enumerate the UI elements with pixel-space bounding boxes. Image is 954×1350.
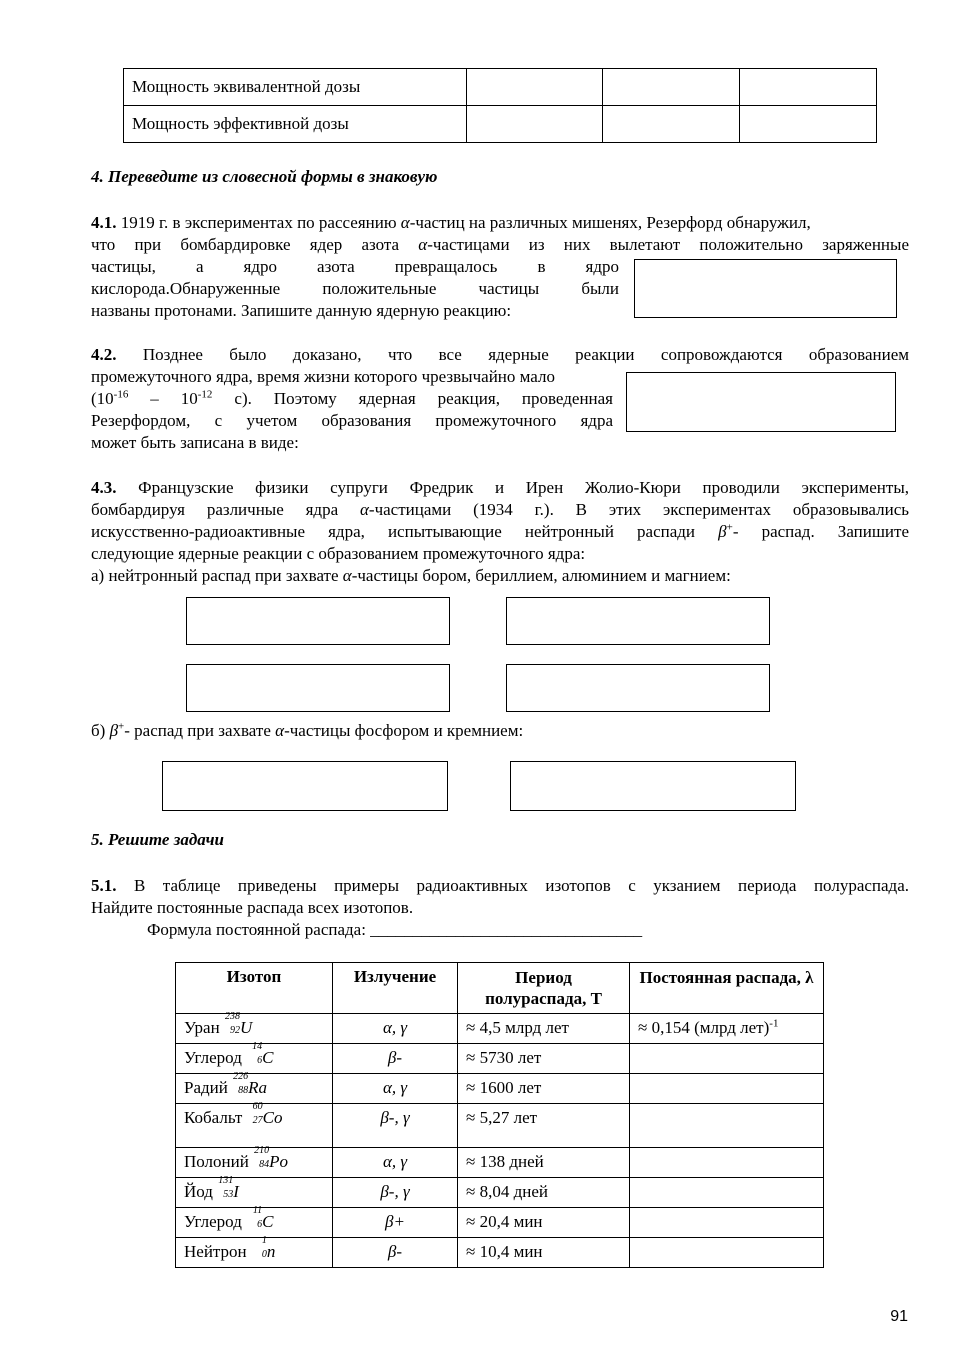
table-row bbox=[176, 1044, 824, 1074]
paragraph-4-2-line3 bbox=[91, 388, 613, 410]
text: -частицы фосфором и кремнием: bbox=[284, 721, 524, 740]
atomic-number: 0 bbox=[261, 1249, 267, 1260]
mass-number: 11 bbox=[252, 1205, 263, 1216]
row-label: Мощность эффективной дозы bbox=[124, 106, 467, 143]
half-life-cell: ≈ 4,5 млрд лет bbox=[458, 1014, 630, 1044]
radiation-cell: β+ bbox=[333, 1208, 458, 1238]
header-isotope: Изотоп bbox=[176, 963, 333, 1014]
text: -частицами (1934 г.). В этих экспериментах образовывались bbox=[368, 500, 909, 519]
radiation-cell: β- bbox=[333, 1238, 458, 1268]
text: а) нейтронный распад при захвате bbox=[91, 566, 343, 585]
atomic-number: 88 bbox=[238, 1085, 249, 1096]
paragraph-4-1-line5: названы протонами. Запишите данную ядерную реакцию: bbox=[91, 301, 512, 320]
isotope-name: Полоний bbox=[184, 1152, 249, 1171]
element-symbol: Po bbox=[269, 1152, 288, 1171]
answer-box-magnesium[interactable] bbox=[506, 664, 770, 712]
table-row bbox=[176, 1104, 824, 1148]
half-life-cell: ≈ 8,04 дней bbox=[458, 1178, 630, 1208]
header-half-life: Период полураспада, Т bbox=[458, 963, 630, 1014]
text: -частицы бором, бериллием, алюминием и магнием: bbox=[351, 566, 731, 585]
header-radiation: Излучение bbox=[333, 963, 458, 1014]
isotope-name: Углерод bbox=[184, 1048, 242, 1067]
text: Французские физики супруги Фредрик и Ирен Жолио-Кюри проводили эксперименты, bbox=[116, 478, 909, 497]
isotope-name: Нейтрон bbox=[184, 1242, 247, 1261]
element-symbol: C bbox=[262, 1048, 274, 1067]
half-life-cell: ≈ 10,4 мин bbox=[458, 1238, 630, 1268]
paragraph-number: 4.2. bbox=[91, 345, 117, 364]
decay-constant-cell[interactable] bbox=[630, 1044, 824, 1074]
atomic-number: 84 bbox=[259, 1159, 270, 1170]
answer-box-boron[interactable] bbox=[186, 597, 450, 645]
table-row bbox=[176, 1014, 824, 1044]
paragraph-4-3-line3 bbox=[91, 521, 909, 543]
element-symbol: Co bbox=[262, 1108, 283, 1127]
isotope-cell bbox=[176, 1011, 333, 1044]
answer-cell[interactable] bbox=[466, 106, 603, 143]
paragraph-4-3-line2 bbox=[91, 499, 909, 521]
alpha-symbol: α bbox=[400, 213, 410, 232]
answer-cell[interactable] bbox=[603, 69, 740, 106]
mass-number: 1 bbox=[261, 1235, 267, 1246]
text: В таблице приведены примеры радиоактивных изотопов с укзанием периода полураспада. bbox=[116, 876, 909, 895]
row-label: Мощность эквивалентной дозы bbox=[124, 69, 467, 106]
mass-number: 238 bbox=[224, 1011, 240, 1022]
isotope-name: Кобальт bbox=[184, 1108, 243, 1127]
text: бомбардируя различные ядра bbox=[91, 500, 360, 519]
decay-constant-cell[interactable] bbox=[630, 1074, 824, 1104]
mass-number: 14 bbox=[252, 1041, 263, 1052]
paragraph-4-2-line4: Резерфордом, с учетом образования промежуточного ядра bbox=[91, 411, 613, 430]
paragraph-4-3-line5 bbox=[91, 565, 909, 587]
alpha-symbol: α bbox=[275, 721, 285, 740]
isotope-name: Углерод bbox=[184, 1212, 242, 1231]
paragraph-4-1-line2 bbox=[91, 234, 909, 256]
radiation-cell: α, γ bbox=[333, 1014, 458, 1044]
text: 1919 г. в экспериментах по рассеянию bbox=[116, 213, 401, 232]
table-row bbox=[124, 106, 877, 143]
paragraph-4-2-line5: может быть записана в виде: bbox=[91, 433, 299, 452]
element-symbol: I bbox=[233, 1182, 239, 1201]
element-symbol: U bbox=[239, 1018, 253, 1037]
paragraph-4-3-line4: следующие ядерные реакции с образованием промежуточного ядра: bbox=[91, 544, 586, 563]
atomic-number: 92 bbox=[229, 1025, 240, 1036]
answer-box-aluminium[interactable] bbox=[186, 664, 450, 712]
header-decay-constant: Постоянная распада, λ bbox=[630, 963, 824, 1014]
mass-number: 60 bbox=[252, 1101, 263, 1112]
isotope-cell bbox=[176, 1175, 333, 1208]
mass-number: 210 bbox=[254, 1145, 270, 1156]
alpha-symbol: α bbox=[359, 500, 369, 519]
answer-cell[interactable] bbox=[466, 69, 603, 106]
isotope-name: Йод bbox=[184, 1182, 213, 1201]
paragraph-5-1-line1 bbox=[91, 875, 909, 897]
table-row bbox=[176, 1208, 824, 1238]
exponent: -16 bbox=[113, 388, 129, 401]
isotope-table bbox=[175, 962, 824, 1268]
half-life-cell: ≈ 138 дней bbox=[458, 1148, 630, 1178]
page-number: 91 bbox=[890, 1308, 908, 1325]
superscript: + bbox=[118, 720, 125, 733]
radiation-cell: β- bbox=[333, 1044, 458, 1074]
atomic-number: 27 bbox=[252, 1115, 263, 1126]
isotope-cell bbox=[176, 1145, 333, 1178]
isotope-cell bbox=[176, 1101, 333, 1148]
exponent: -1 bbox=[769, 1017, 779, 1030]
paragraph-4-1-line3: частицы, а ядро азота превращалось в ядро bbox=[91, 257, 619, 276]
answer-box-4-1[interactable] bbox=[634, 259, 897, 318]
isotope-cell bbox=[176, 1041, 333, 1074]
radiation-cell: β-, γ bbox=[333, 1178, 458, 1208]
answer-box-silicon[interactable] bbox=[510, 761, 796, 811]
text: что при бомбардировке ядер азота bbox=[91, 235, 419, 254]
text: – 10 bbox=[128, 389, 198, 408]
alpha-symbol: α bbox=[342, 566, 352, 585]
nuclide-symbol bbox=[246, 1205, 274, 1232]
nuclide-symbol bbox=[217, 1175, 239, 1202]
alpha-symbol: α bbox=[418, 235, 428, 254]
decay-constant-cell[interactable] bbox=[630, 1178, 824, 1208]
section-4-heading: 4. Переведите из словесной формы в знаковую bbox=[91, 167, 438, 186]
table-row bbox=[176, 1074, 824, 1104]
paragraph-number: 4.3. bbox=[91, 478, 117, 497]
decay-constant-formula-line[interactable]: Формула постоянной распада: ________________________________ bbox=[147, 920, 643, 939]
paragraph-4-3-line6 bbox=[91, 720, 909, 742]
isotope-name: Радий bbox=[184, 1078, 228, 1097]
decay-constant-cell[interactable] bbox=[630, 1238, 824, 1268]
half-life-cell: ≈ 1600 лет bbox=[458, 1074, 630, 1104]
half-life-cell: ≈ 20,4 мин bbox=[458, 1208, 630, 1238]
element-symbol: C bbox=[262, 1212, 274, 1231]
table-row bbox=[124, 69, 877, 106]
paragraph-4-2-line1 bbox=[91, 344, 909, 366]
nuclide-symbol bbox=[224, 1011, 253, 1038]
radiation-cell: α, γ bbox=[333, 1148, 458, 1178]
paragraph-number: 5.1. bbox=[91, 876, 117, 895]
isotope-cell bbox=[176, 1205, 333, 1238]
paragraph-5-1-line2: Найдите постоянные распада всех изотопов. bbox=[91, 898, 414, 917]
isotope-name: Уран bbox=[184, 1018, 220, 1037]
radiation-cell: β-, γ bbox=[333, 1104, 458, 1148]
isotope-cell bbox=[176, 1235, 333, 1268]
mass-number: 226 bbox=[233, 1071, 249, 1082]
answer-cell[interactable] bbox=[603, 106, 740, 143]
decay-constant-cell[interactable] bbox=[630, 1208, 824, 1238]
half-life-cell: ≈ 5,27 лет bbox=[458, 1104, 630, 1148]
answer-box-phosphorus[interactable] bbox=[162, 761, 448, 811]
paragraph-number: 4.1. bbox=[91, 213, 117, 232]
element-symbol: Ra bbox=[248, 1078, 267, 1097]
decay-constant-value: ≈ 0,154 (млрд лет) bbox=[638, 1018, 770, 1037]
nuclide-symbol bbox=[251, 1235, 276, 1262]
section-5-heading: 5. Решите задачи bbox=[91, 830, 224, 849]
answer-cell[interactable] bbox=[740, 69, 877, 106]
radiation-cell: α, γ bbox=[333, 1074, 458, 1104]
paragraph-4-1-line1 bbox=[91, 212, 909, 234]
paragraph-4-2-line2: промежуточного ядра, время жизни которого чрезвычайно мало bbox=[91, 367, 555, 386]
text: Позднее было доказано, что все ядерные реакции сопровождаются образованием bbox=[116, 345, 909, 364]
nuclide-symbol bbox=[232, 1071, 267, 1098]
element-symbol: n bbox=[266, 1242, 276, 1261]
answer-box-beryllium[interactable] bbox=[506, 597, 770, 645]
exponent: -12 bbox=[197, 388, 213, 401]
decay-constant-cell bbox=[630, 1014, 824, 1044]
atomic-number: 6 bbox=[257, 1055, 263, 1066]
table-row bbox=[176, 1238, 824, 1268]
nuclide-symbol bbox=[247, 1101, 283, 1128]
text: (10 bbox=[91, 389, 114, 408]
text: - распад. Запишите bbox=[732, 522, 909, 541]
table-row bbox=[176, 1178, 824, 1208]
decay-constant-cell[interactable] bbox=[630, 1104, 824, 1148]
mass-number: 131 bbox=[218, 1175, 234, 1186]
isotope-cell bbox=[176, 1071, 333, 1104]
answer-box-4-2[interactable] bbox=[626, 372, 896, 432]
nuclide-symbol bbox=[253, 1145, 288, 1172]
text: -частиц на различных мишенях, Резерфорд обнаружил, bbox=[409, 213, 811, 232]
table-header-row bbox=[176, 963, 824, 1014]
decay-constant-cell[interactable] bbox=[630, 1148, 824, 1178]
text: -частицами из них вылетают положительно заряженные bbox=[427, 235, 909, 254]
beta-symbol: β bbox=[718, 522, 727, 541]
text: искусственно-радиоактивные ядра, испытывающие нейтронный распади bbox=[91, 522, 719, 541]
text: с). Поэтому ядерная реакция, проведенная bbox=[212, 389, 614, 408]
paragraph-4-3-line1 bbox=[91, 477, 909, 499]
table-row bbox=[176, 1148, 824, 1178]
paragraph-4-1-line4: кислорода.Обнаруженные положительные частицы были bbox=[91, 279, 619, 298]
beta-symbol: β bbox=[109, 721, 119, 740]
atomic-number: 6 bbox=[257, 1219, 263, 1230]
text: б) bbox=[91, 721, 110, 740]
dose-rate-table bbox=[123, 68, 877, 143]
atomic-number: 53 bbox=[223, 1189, 234, 1200]
half-life-cell: ≈ 5730 лет bbox=[458, 1044, 630, 1074]
superscript: + bbox=[726, 521, 733, 534]
answer-cell[interactable] bbox=[740, 106, 877, 143]
nuclide-symbol bbox=[246, 1041, 274, 1068]
text: - распад при захвате bbox=[124, 721, 276, 740]
